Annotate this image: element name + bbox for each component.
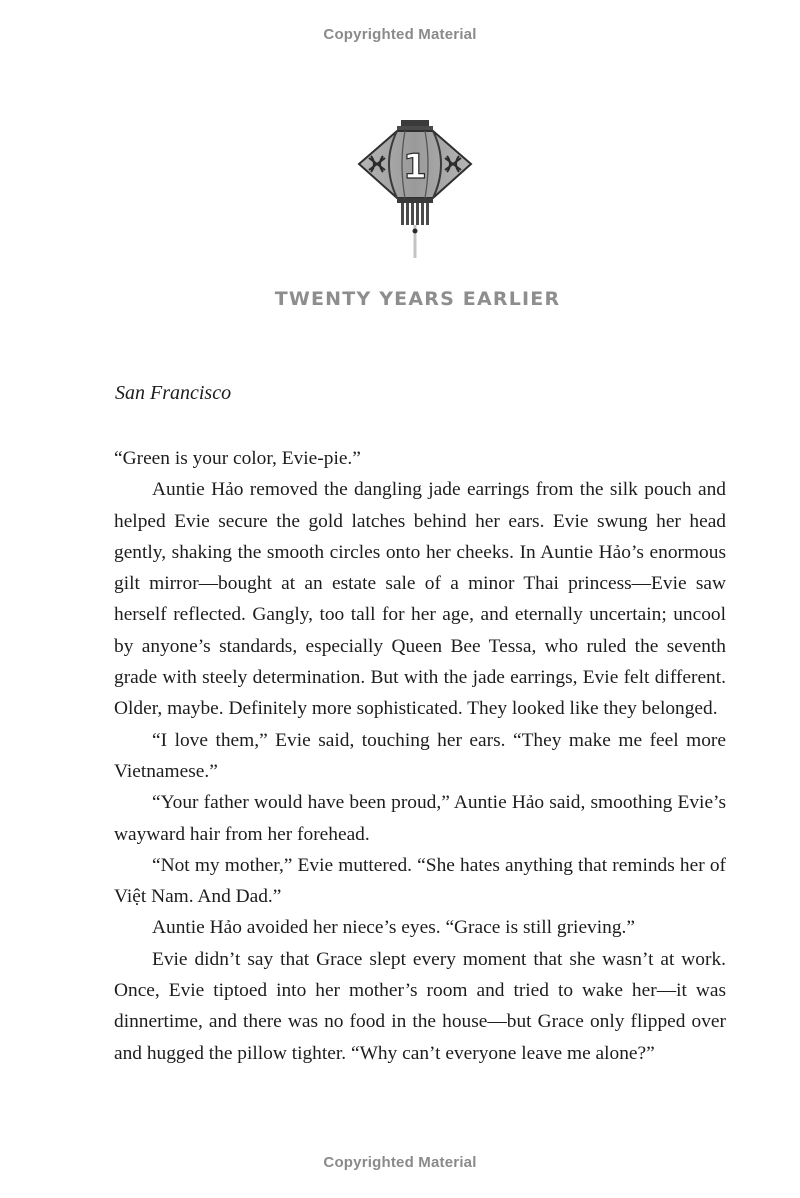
place-heading: San Francisco [115,382,232,404]
chapter-number: 1 [403,147,427,187]
paragraph: Auntie Hảo avoided her niece’s eyes. “Grace is still grieving.” [152,917,635,939]
paragraph: Auntie Hảo removed the dangling jade earrings from the silk pouch and helped Evie secure the gold latches behind her ears. Evie swung her head gently, shaking the smooth circles onto her cheeks. In Auntie Hảo’s enormous gilt mirror—bought at an estate sale of a minor Thai princess—Evie saw herself reflected. Gangly, too tall for her age, and eternally uncertain; uncool by anyone’s standards, especially Queen Bee Tessa, who ruled the seventh grade with steely determination. But with the jade earrings, Evie felt different. Older, maybe. Definitely more sophisticated. They looked like they belonged. [114,479,726,720]
paragraph: “Not my mother,” Evie muttered. “She hates anything that reminds her of Việt Nam. And Dad.” [114,854,726,908]
copyright-watermark-bottom: Copyrighted Material [323,1154,477,1171]
chapter-title: TWENTY YEARS EARLIER [274,288,561,310]
copyright-watermark-top: Copyrighted Material [323,26,477,43]
lantern-icon [355,118,475,260]
chapter-body [114,443,726,1069]
paragraph: Evie didn’t say that Grace slept every moment that she wasn’t at work. Once, Evie tiptoed into her mother’s room and tried to wake her—it was dinnertime, and there was no food in the house—but Grace only flipped over and hugged the pillow tighter. “Why can’t everyone leave me alone?” [114,948,726,1064]
paragraph: “Your father would have been proud,” Auntie Hảo said, smoothing Evie’s wayward hair from her forehead. [114,792,726,845]
paragraph: “Green is your color, Evie-pie.” [114,448,361,469]
paragraph: “I love them,” Evie said, touching her ears. “They make me feel more Vietnamese.” [114,729,726,782]
